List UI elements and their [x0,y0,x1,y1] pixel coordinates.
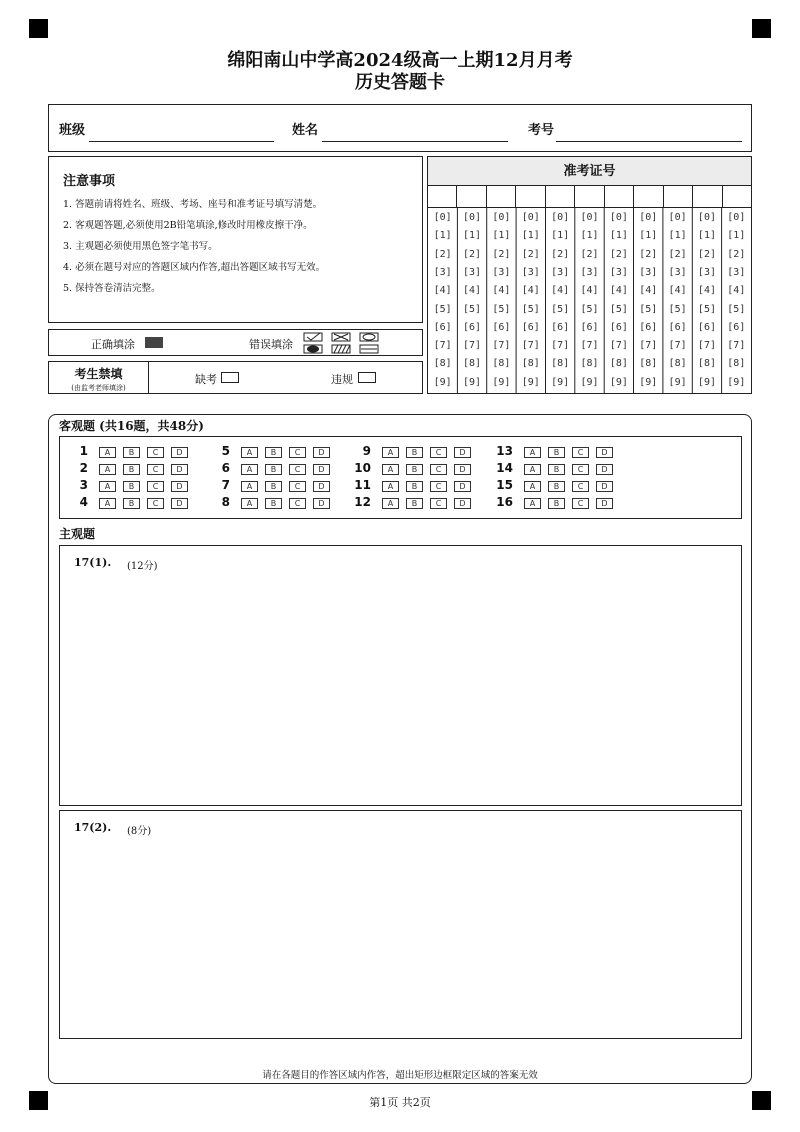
admission-digit-bubble[interactable]: [6] [639,321,658,333]
notice-title: 注意事项 [63,174,116,189]
question-number: 6 [221,461,230,475]
option-bubble[interactable]: C [289,481,306,492]
option-bubble[interactable]: C [147,464,164,475]
option-bubble[interactable]: D [313,481,330,492]
admission-digit-bubble[interactable]: [7] [609,340,628,352]
admission-digit-bubble[interactable]: [7] [551,340,570,352]
name-label: 姓名 [292,123,319,138]
admission-digit-bubble[interactable]: [3] [668,266,687,278]
question-number: 10 [354,461,371,475]
objective-answer-box [59,436,742,519]
admission-digit-bubble[interactable]: [0] [639,212,658,223]
violation-checkbox[interactable] [358,372,376,383]
question-number: 1 [79,444,88,458]
option-bubble[interactable]: B [123,464,140,475]
option-bubble[interactable]: D [454,498,471,509]
proctor-only-subtitle: (由监考老师填涂) [71,384,126,392]
question-number: 9 [362,444,371,458]
admission-digit-bubble[interactable]: [6] [492,321,511,333]
exam-number-field[interactable] [556,141,742,142]
admission-digit-bubble[interactable]: [8] [668,358,687,370]
option-bubble[interactable]: D [596,464,613,475]
option-bubble[interactable]: A [99,498,116,509]
class-field[interactable] [89,141,274,142]
admission-digit-bubble[interactable]: [6] [463,321,482,333]
admission-digit-bubble[interactable]: [8] [521,358,540,370]
option-bubble[interactable]: D [313,464,330,475]
option-bubble[interactable]: B [406,464,423,475]
option-bubble[interactable]: B [123,498,140,509]
corner-marker-top-left [29,19,48,38]
option-bubble[interactable]: B [548,447,565,458]
option-bubble[interactable]: D [171,447,188,458]
admission-digit-bubble[interactable]: [6] [521,321,540,333]
admission-digit-bubble[interactable]: [8] [639,358,658,370]
option-bubble[interactable]: A [524,481,541,492]
admission-digit-bubble[interactable]: [5] [551,303,570,315]
admission-digit-bubble[interactable]: [6] [551,321,570,333]
admission-digit-bubble[interactable]: [6] [433,321,452,333]
admission-number-box [427,156,752,394]
option-bubble[interactable]: D [171,498,188,509]
question-label-17-2: 17(2). [74,821,112,834]
notice-box [48,156,423,323]
page-number: 第1页 共2页 [369,1096,431,1109]
option-bubble[interactable]: C [289,498,306,509]
admission-digit-bubble[interactable]: [6] [697,321,716,333]
admission-digit-bubble[interactable]: [7] [727,340,746,352]
option-bubble[interactable]: C [572,464,589,475]
points-17-2: (8分) [127,826,152,837]
admission-digit-bubble[interactable]: [8] [463,358,482,370]
admission-digit-bubble[interactable]: [7] [433,340,452,352]
admission-digit-bubble[interactable]: [2] [639,248,658,260]
admission-digit-bubble[interactable]: [0] [697,212,716,223]
admission-digit-bubble[interactable]: [4] [521,285,540,297]
corner-marker-top-right [752,19,771,38]
question-number: 8 [221,495,230,509]
option-bubble[interactable]: C [572,447,589,458]
admission-digit-bubble[interactable]: [8] [580,358,599,370]
absent-label: 缺考 [195,373,217,386]
admission-digit-bubble[interactable]: [1] [697,230,716,242]
option-bubble[interactable]: C [572,498,589,509]
wrong-fill-label: 错误填涂 [249,338,293,351]
admission-number-title: 准考证号 [428,157,751,186]
admission-digit-bubble[interactable]: [5] [668,303,687,315]
option-bubble[interactable]: B [123,447,140,458]
option-bubble[interactable]: B [406,498,423,509]
option-bubble[interactable]: D [596,481,613,492]
admission-digit-bubble[interactable]: [9] [492,376,511,388]
option-bubble[interactable]: A [382,481,399,492]
admission-digit-bubble[interactable]: [3] [551,266,570,278]
admission-digit-bubble[interactable]: [1] [639,230,658,242]
option-bubble[interactable]: B [265,481,282,492]
option-bubble[interactable]: A [524,447,541,458]
option-bubble[interactable]: C [147,447,164,458]
admission-digit-bubble[interactable]: [3] [433,266,452,278]
question-number: 5 [221,444,230,458]
notice-item: 2. 客观题答题,必须使用2B铅笔填涂,修改时用橡皮擦干净。 [63,220,313,231]
admission-digit-bubble[interactable]: [7] [492,340,511,352]
admission-digit-bubble[interactable]: [3] [727,266,746,278]
admission-digit-bubble[interactable]: [9] [668,376,687,388]
option-bubble[interactable]: C [147,498,164,509]
option-bubble[interactable]: D [454,481,471,492]
option-bubble[interactable]: A [382,447,399,458]
fill-example-box [48,329,423,356]
admission-digit-bubble[interactable]: [0] [580,212,599,223]
question-number: 3 [79,478,88,492]
option-bubble[interactable]: C [430,464,447,475]
admission-digit-bubble[interactable]: [2] [521,248,540,260]
option-bubble[interactable]: B [123,481,140,492]
admission-digit-bubble[interactable]: [4] [727,285,746,297]
admission-digit-bubble[interactable]: [2] [580,248,599,260]
admission-digit-bubble[interactable]: [8] [697,358,716,370]
objective-title: 客观题 (共16题，共48分) [59,419,204,433]
admission-digit-bubble[interactable]: [3] [609,266,628,278]
wrong-fill-samples [303,332,383,355]
option-bubble[interactable]: A [99,447,116,458]
option-bubble[interactable]: A [524,464,541,475]
subjective-title: 主观题 [59,527,96,541]
option-bubble[interactable]: D [313,447,330,458]
option-bubble[interactable]: A [241,498,258,509]
proctor-only-box [48,361,423,394]
option-bubble[interactable]: B [406,481,423,492]
class-label: 班级 [59,123,86,138]
option-bubble[interactable]: A [99,464,116,475]
option-bubble[interactable]: A [99,481,116,492]
admission-digit-bubble[interactable]: [1] [727,230,746,242]
admission-digit-bubble[interactable]: [3] [463,266,482,278]
admission-digit-bubble[interactable]: [0] [521,212,540,223]
option-bubble[interactable]: D [313,498,330,509]
admission-digit-bubble[interactable]: [4] [433,285,452,297]
admission-digit-bubble[interactable]: [0] [492,212,511,223]
notice-item: 4. 必须在题号对应的答题区域内作答,超出答题区域书写无效。 [63,262,326,273]
option-bubble[interactable]: B [406,447,423,458]
answer-area-17-1[interactable] [59,545,742,806]
option-bubble[interactable]: D [171,481,188,492]
admission-number-write-cells[interactable] [428,186,751,208]
exam-title: 绵阳南山中学高2024级高一上期12月月考 [227,50,573,71]
admission-digit-bubble[interactable]: [2] [463,248,482,260]
admission-digit-bubble[interactable]: [4] [668,285,687,297]
notice-item: 5. 保持答卷清洁完整。 [63,283,161,294]
admission-digit-bubble[interactable]: [8] [492,358,511,370]
admission-digit-bubble[interactable]: [8] [609,358,628,370]
admission-digit-bubble[interactable]: [5] [463,303,482,315]
option-bubble[interactable]: B [548,464,565,475]
question-number: 16 [496,495,513,509]
admission-digit-bubble[interactable]: [6] [609,321,628,333]
option-bubble[interactable]: B [265,498,282,509]
admission-digit-bubble[interactable]: [9] [580,376,599,388]
admission-digit-bubble[interactable]: [3] [492,266,511,278]
admission-digit-bubble[interactable]: [4] [697,285,716,297]
name-field[interactable] [322,141,508,142]
question-number: 11 [354,478,371,492]
admission-digit-bubble[interactable]: [2] [492,248,511,260]
admission-digit-bubble[interactable]: [1] [551,230,570,242]
admission-digit-bubble[interactable]: [2] [551,248,570,260]
admission-digit-bubble[interactable]: [9] [433,376,452,388]
admission-digit-bubble[interactable]: [4] [492,285,511,297]
option-bubble[interactable]: D [596,447,613,458]
admission-digit-bubble[interactable]: [3] [697,266,716,278]
admission-digit-bubble[interactable]: [5] [639,303,658,315]
admission-digit-bubble[interactable]: [1] [609,230,628,242]
option-bubble[interactable]: C [430,481,447,492]
admission-digit-bubble[interactable]: [2] [668,248,687,260]
question-number: 14 [496,461,513,475]
option-bubble[interactable]: C [289,464,306,475]
admission-digit-bubble[interactable]: [9] [463,376,482,388]
option-bubble[interactable]: C [572,481,589,492]
question-label-17-1: 17(1). [74,556,112,569]
admission-digit-bubble[interactable]: [0] [463,212,482,223]
admission-digit-bubble[interactable]: [9] [639,376,658,388]
admission-digit-bubble[interactable]: [8] [551,358,570,370]
option-bubble[interactable]: B [548,481,565,492]
question-number: 13 [496,444,513,458]
option-bubble[interactable]: A [241,464,258,475]
admission-digit-bubble[interactable]: [7] [668,340,687,352]
admission-digit-bubble[interactable]: [5] [433,303,452,315]
student-info-box [48,104,752,152]
admission-digit-bubble[interactable]: [2] [433,248,452,260]
admission-digit-bubble[interactable]: [6] [580,321,599,333]
admission-digit-bubble[interactable]: [0] [551,212,570,223]
admission-digit-bubble[interactable]: [0] [433,212,452,223]
admission-digit-bubble[interactable]: [1] [521,230,540,242]
correct-fill-sample [145,337,163,348]
admission-digit-bubble[interactable]: [4] [463,285,482,297]
question-number: 12 [354,495,371,509]
question-number: 15 [496,478,513,492]
option-bubble[interactable]: A [524,498,541,509]
admission-digit-bubble[interactable]: [1] [492,230,511,242]
footer-warning: 请在各题目的作答区域内作答，超出矩形边框限定区域的答案无效 [262,1070,538,1081]
admission-digit-bubble[interactable]: [1] [668,230,687,242]
admission-digit-bubble[interactable]: [6] [727,321,746,333]
option-bubble[interactable]: D [171,464,188,475]
option-bubble[interactable]: D [454,464,471,475]
option-bubble[interactable]: D [596,498,613,509]
correct-fill-label: 正确填涂 [91,338,135,351]
admission-digit-bubble[interactable]: [7] [639,340,658,352]
option-bubble[interactable]: C [430,447,447,458]
admission-digit-bubble[interactable]: [5] [492,303,511,315]
points-17-1: (12分) [127,561,158,572]
admission-digit-bubble[interactable]: [9] [727,376,746,388]
option-bubble[interactable]: A [241,447,258,458]
answer-section [48,414,752,1084]
violation-label: 违规 [331,373,353,386]
admission-digit-bubble[interactable]: [4] [639,285,658,297]
admission-digit-bubble[interactable]: [0] [727,212,746,223]
option-bubble[interactable]: A [382,464,399,475]
question-number: 7 [221,478,230,492]
option-bubble[interactable]: B [548,498,565,509]
absent-checkbox[interactable] [221,372,239,383]
admission-digit-bubble[interactable]: [9] [551,376,570,388]
admission-digit-bubble[interactable]: [7] [697,340,716,352]
admission-digit-bubble[interactable]: [0] [668,212,687,223]
proctor-only-cell [49,362,149,393]
notice-item: 3. 主观题必须使用黑色签字笔书写。 [63,241,218,252]
admission-digit-bubble[interactable]: [5] [697,303,716,315]
admission-digit-bubble[interactable]: [8] [433,358,452,370]
admission-digit-bubble[interactable]: [3] [580,266,599,278]
admission-digit-bubble[interactable]: [5] [521,303,540,315]
answer-area-17-2[interactable] [59,810,742,1039]
admission-digit-bubble[interactable]: [5] [727,303,746,315]
question-number: 4 [79,495,88,509]
admission-digit-bubble[interactable]: [4] [609,285,628,297]
admission-digit-bubble[interactable]: [3] [521,266,540,278]
admission-digit-bubble[interactable]: [7] [580,340,599,352]
admission-digit-bubble[interactable]: [2] [609,248,628,260]
admission-digit-bubble[interactable]: [2] [727,248,746,260]
admission-digit-bubble[interactable]: [4] [551,285,570,297]
admission-digit-bubble[interactable]: [9] [697,376,716,388]
proctor-only-title: 考生禁填 [74,367,123,381]
admission-digit-bubble[interactable]: [5] [609,303,628,315]
question-number: 2 [79,461,88,475]
admission-digit-bubble[interactable]: [1] [433,230,452,242]
admission-digit-bubble[interactable]: [7] [463,340,482,352]
admission-digit-bubble[interactable]: [8] [727,358,746,370]
admission-digit-bubble[interactable]: [3] [639,266,658,278]
admission-digit-bubble[interactable]: [4] [580,285,599,297]
exam-number-label: 考号 [528,123,555,138]
admission-digit-bubble[interactable]: [1] [463,230,482,242]
admission-digit-bubble[interactable]: [6] [668,321,687,333]
option-bubble[interactable]: C [147,481,164,492]
admission-digit-bubble[interactable]: [7] [521,340,540,352]
admission-digit-bubble[interactable]: [1] [580,230,599,242]
option-bubble[interactable]: B [265,464,282,475]
option-bubble[interactable]: C [289,447,306,458]
option-bubble[interactable]: A [241,481,258,492]
admission-digit-bubble[interactable]: [2] [697,248,716,260]
option-bubble[interactable]: A [382,498,399,509]
option-bubble[interactable]: C [430,498,447,509]
admission-digit-bubble[interactable]: [9] [609,376,628,388]
admission-digit-bubble[interactable]: [5] [580,303,599,315]
card-title: 历史答题卡 [355,72,445,93]
admission-digit-bubble[interactable]: [9] [521,376,540,388]
notice-item: 1. 答题前请将姓名、班级、考场、座号和准考证号填写清楚。 [63,199,323,210]
option-bubble[interactable]: B [265,447,282,458]
option-bubble[interactable]: D [454,447,471,458]
admission-digit-bubble[interactable]: [0] [609,212,628,223]
